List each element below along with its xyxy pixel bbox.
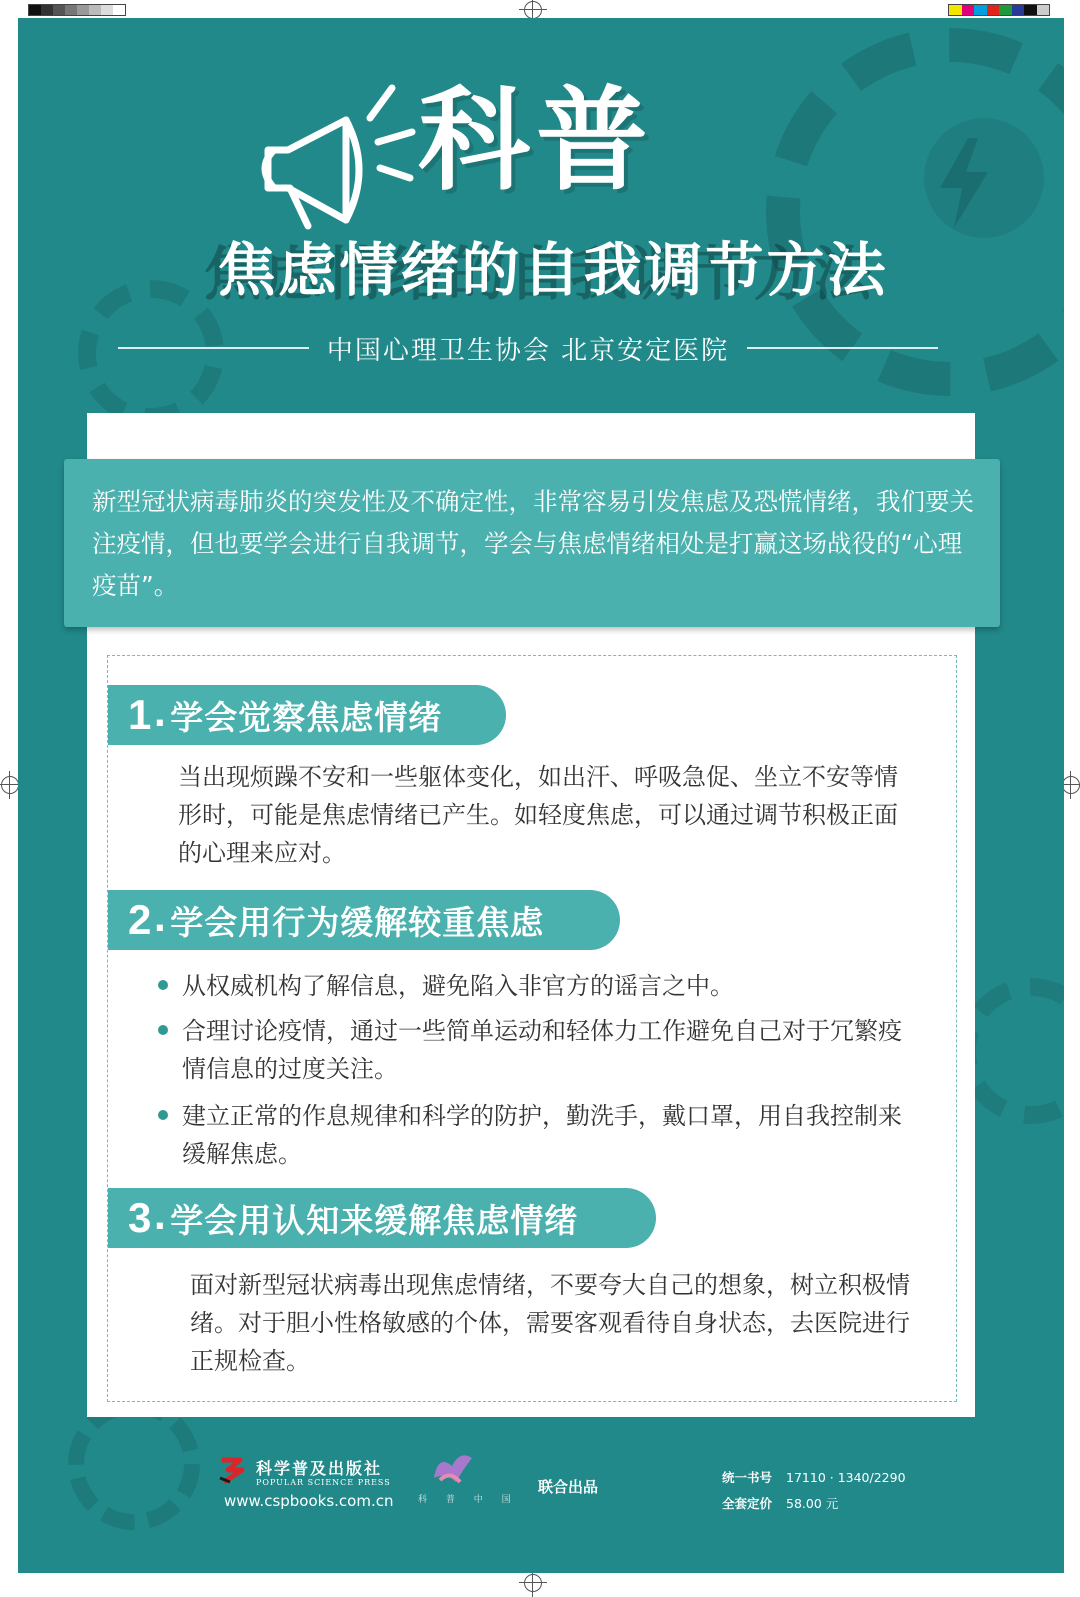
section-1-body: 当出现烦躁不安和一些躯体变化，如出汗、呼吸急促、坐立不安等情形时，可能是焦虑情绪已产生。如轻度焦虑，可以通过调节积极正面的心理来应对。 bbox=[178, 763, 898, 867]
registration-mark-left bbox=[1, 776, 19, 794]
section-3-title: 学会用认知来缓解焦虑情绪 bbox=[170, 1200, 579, 1240]
registration-mark-right bbox=[1062, 776, 1080, 794]
publisher-name-en: POPULAR SCIENCE PRESS bbox=[256, 1478, 391, 1487]
divider-left bbox=[118, 347, 309, 349]
isbn-row bbox=[722, 1468, 906, 1486]
publisher-name-cn: 科学普及出版社 bbox=[256, 1459, 383, 1478]
joint-production-label: 联合出品 bbox=[538, 1478, 599, 1496]
poster bbox=[18, 18, 1064, 1573]
section-2-title: 学会用行为缓解较重焦虑 bbox=[170, 902, 545, 942]
section-2-number: 2 bbox=[128, 896, 152, 943]
megaphone-icon bbox=[250, 80, 420, 230]
publisher-url: www.cspbooks.com.cn bbox=[224, 1492, 394, 1510]
bullet-text: 建立正常的作息规律和科学的防护，勤洗手，戴口罩，用自我控制来缓解焦虑。 bbox=[182, 1102, 902, 1168]
registration-mark-bottom bbox=[524, 1574, 542, 1592]
section-3-number: 3 bbox=[128, 1194, 152, 1241]
kepu-china-logo-icon bbox=[430, 1448, 476, 1488]
divider-right bbox=[747, 347, 938, 349]
footer bbox=[18, 1428, 1064, 1568]
section-2-bullet bbox=[158, 967, 918, 1005]
section-2-bullet bbox=[158, 1012, 918, 1088]
bullet-text: 合理讨论疫情，通过一些简单运动和轻体力工作避免自己对于冗繁疫情信息的过度关注。 bbox=[182, 1017, 902, 1083]
organizations-row bbox=[118, 328, 938, 368]
section-3-header: 3 . 学会用认知来缓解焦虑情绪 bbox=[108, 1188, 656, 1248]
bullet-icon bbox=[158, 980, 168, 990]
bullet-icon bbox=[158, 1110, 168, 1120]
section-1-number: 1 bbox=[128, 691, 152, 738]
color-calibration-bar bbox=[948, 4, 1050, 16]
bullet-text: 从权威机构了解信息，避免陷入非官方的谣言之中。 bbox=[182, 972, 734, 1000]
price-value: 58.00 元 bbox=[786, 1496, 839, 1511]
intro-box bbox=[64, 459, 1000, 627]
section-3-body: 面对新型冠状病毒出现焦虑情绪，不要夸大自己的想象，树立积极情绪。对于胆小性格敏感的个体，需要客观看待自身状态，去医院进行正规检查。 bbox=[190, 1271, 910, 1375]
section-1-header: 1 . 学会觉察焦虑情绪 bbox=[108, 685, 506, 745]
lightning-icon bbox=[934, 138, 994, 228]
grayscale-calibration-bar bbox=[28, 4, 126, 16]
organizations-text: 中国心理卫生协会 北京安定医院 bbox=[326, 335, 730, 366]
registration-mark-top bbox=[524, 1, 542, 19]
price-row bbox=[722, 1494, 838, 1512]
publisher-logo-icon bbox=[218, 1456, 246, 1484]
poster-title: 科普 bbox=[418, 76, 654, 206]
price-label: 全套定价 bbox=[722, 1496, 773, 1511]
section-2-bullet bbox=[158, 1097, 918, 1173]
section-1-title: 学会觉察焦虑情绪 bbox=[170, 697, 443, 737]
intro-text: 新型冠状病毒肺炎的突发性及不确定性，非常容易引发焦虑及恐慌情绪，我们要关注疫情，但也要学会进行自我调节，学会与焦虑情绪相处是打赢这场战役的“心理疫苗”。 bbox=[92, 487, 974, 600]
isbn-label: 统一书号 bbox=[722, 1470, 773, 1485]
kepu-china-text: 科 普 中 国 bbox=[418, 1495, 519, 1505]
isbn-value: 17110 · 1340/2290 bbox=[786, 1470, 906, 1485]
bullet-icon bbox=[158, 1025, 168, 1035]
poster-subtitle: 焦虑情绪的自我调节方法 bbox=[217, 236, 889, 304]
section-2-header: 2 . 学会用行为缓解较重焦虑 bbox=[108, 890, 620, 950]
